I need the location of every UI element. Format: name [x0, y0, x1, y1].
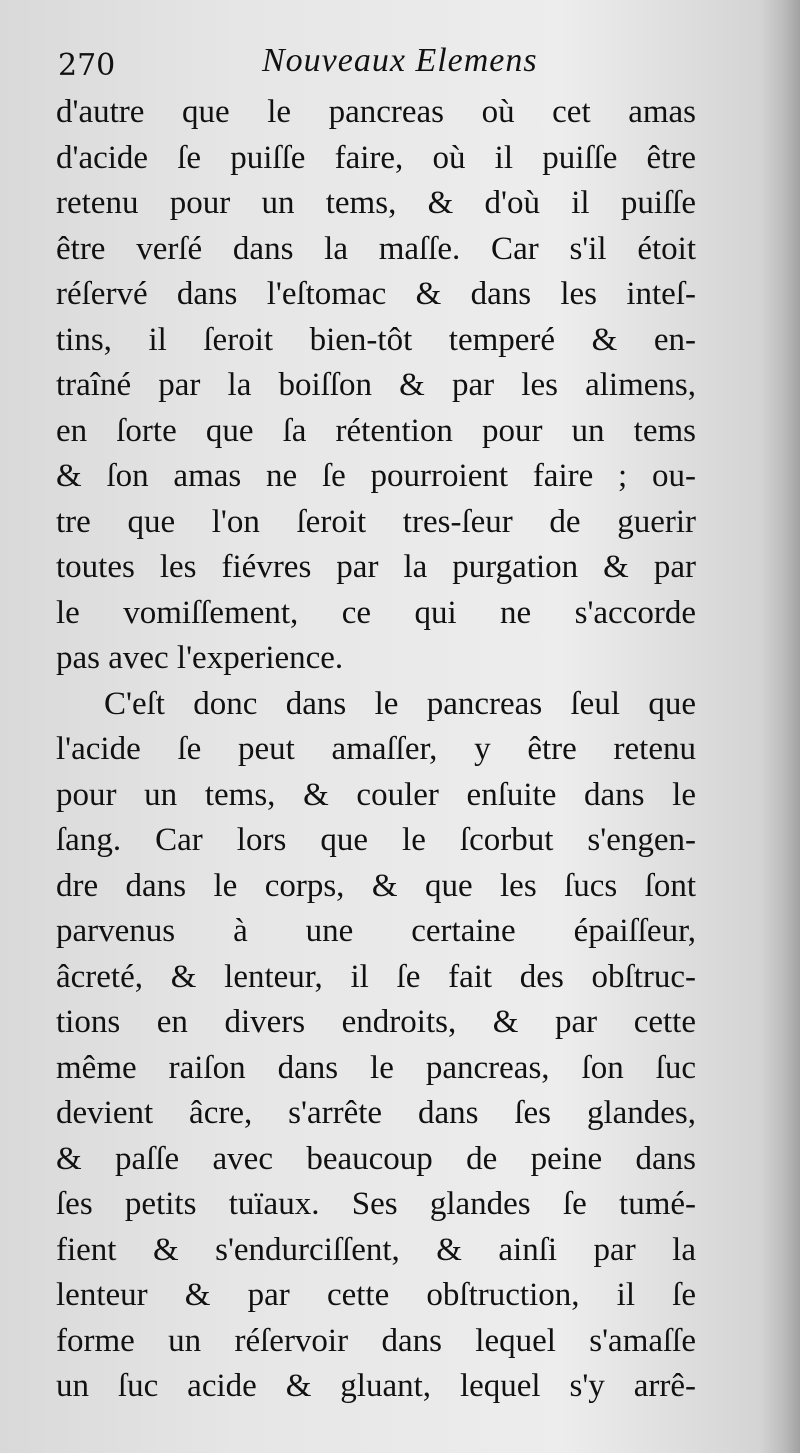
text-line: dre dans le corps, & que les ſucs ſont: [56, 867, 696, 904]
text-line: ſang. Car lors que le ſcorbut s'engen-: [56, 822, 696, 858]
text-line: pour un tems, & couler enſuite dans le: [56, 776, 696, 813]
text-line: un ſuc acide & gluant, lequel s'y arrê-: [56, 1368, 696, 1404]
text-line: forme un réſervoir dans lequel s'amaſſe: [56, 1322, 696, 1359]
page-gutter-shadow: [760, 0, 800, 1453]
text-line: d'acide ſe puiſſe faire, où il puiſſe être: [56, 139, 696, 176]
text-line: ſes petits tuïaux. Ses glandes ſe tumé-: [56, 1186, 696, 1222]
text-line: lenteur & par cette obſtruction, il ſe: [56, 1277, 696, 1313]
text-line: tins, il ſeroit bien-tôt temperé & en-: [56, 321, 696, 358]
text-line: l'acide ſe peut amaſſer, y être retenu: [56, 731, 696, 767]
text-line: & paſſe avec beaucoup de peine dans: [56, 1140, 696, 1177]
text-line: en ſorte que ſa rétention pour un tems: [56, 412, 696, 449]
text-line: pas avec l'experience.: [56, 640, 344, 676]
text-line: fient & s'endurciſſent, & ainſi par la: [56, 1231, 696, 1268]
text-line: C'eſt donc dans le pancreas ſeul que: [104, 685, 696, 722]
text-line: toutes les fiévres par la purgation & par: [56, 549, 696, 585]
body-text: [56, 90, 696, 1410]
text-line: traîné par la boiſſon & par les alimens,: [56, 367, 696, 403]
text-line: tre que l'on ſeroit tres-ſeur de guerir: [56, 503, 696, 540]
text-line: tions en divers endroits, & par cette: [56, 1004, 696, 1040]
page-number: 270: [58, 48, 116, 83]
running-title: Nouveaux Elemens: [262, 42, 538, 79]
text-line: & ſon amas ne ſe pourroient faire ; ou-: [56, 458, 696, 494]
text-line: retenu pour un tems, & d'où il puiſſe: [56, 185, 696, 221]
text-line: être verſé dans la maſſe. Car s'il étoit: [56, 230, 696, 267]
text-line: le vomiſſement, ce qui ne s'accorde: [56, 594, 696, 631]
text-line: réſervé dans l'eſtomac & dans les inteſ-: [56, 276, 696, 312]
text-line: parvenus à une certaine épaiſſeur,: [56, 913, 696, 949]
text-line: même raiſon dans le pancreas, ſon ſuc: [56, 1049, 696, 1086]
text-line: devient âcre, s'arrête dans ſes glandes,: [56, 1095, 696, 1131]
text-line: âcreté, & lenteur, il ſe fait des obſtruc-: [56, 958, 696, 995]
page-header: [58, 42, 698, 92]
text-line: d'autre que le pancreas où cet amas: [56, 94, 696, 130]
